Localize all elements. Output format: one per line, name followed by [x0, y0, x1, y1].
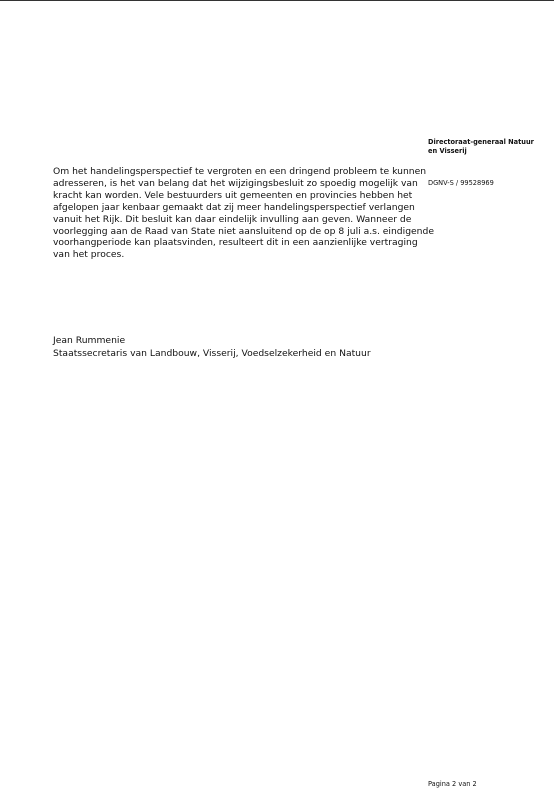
body-line: voorhangperiode kan plaatsvinden, resulteert dit in een aanzienlijke vertraging: [53, 237, 418, 249]
body-line: Om het handelingsperspectief te vergroten en een dringend probleem te kunnen: [53, 166, 427, 177]
department-name: [428, 138, 548, 156]
body-line: van het proces.: [53, 249, 125, 261]
body-line: vanuit het Rijk. Dit besluit kan daar eindelijk invulling aan geven. Wanneer de: [53, 213, 412, 225]
signatory-title: Staatssecretaris van Landbouw, Visserij, Voedselzekerheid en Natuur: [53, 347, 371, 359]
body-paragraph: [53, 166, 434, 261]
signatory-name: Jean Rummenie: [53, 335, 126, 346]
department-line-1: Directoraat-generaal Natuur: [428, 138, 534, 146]
top-border-line: [0, 0, 554, 1]
body-line: afgelopen jaar kenbaar gemaakt dat zij meer handelingsperspectief verlangen: [53, 201, 415, 213]
reference-number: DGNV-S / 99528969: [428, 179, 494, 187]
page-number: Pagina 2 van 2: [428, 780, 477, 788]
body-line: adresseren, is het van belang dat het wijzigingsbesluit zo spoedig mogelijk van: [53, 177, 418, 189]
signature-block: [53, 335, 371, 360]
department-line-2: en Visserij: [428, 147, 467, 155]
body-line: voorlegging aan de Raad van State niet aansluitend op de op 8 juli a.s. eindigende: [53, 225, 434, 237]
body-line: kracht kan worden. Vele bestuurders uit gemeenten en provincies hebben het: [53, 189, 413, 201]
